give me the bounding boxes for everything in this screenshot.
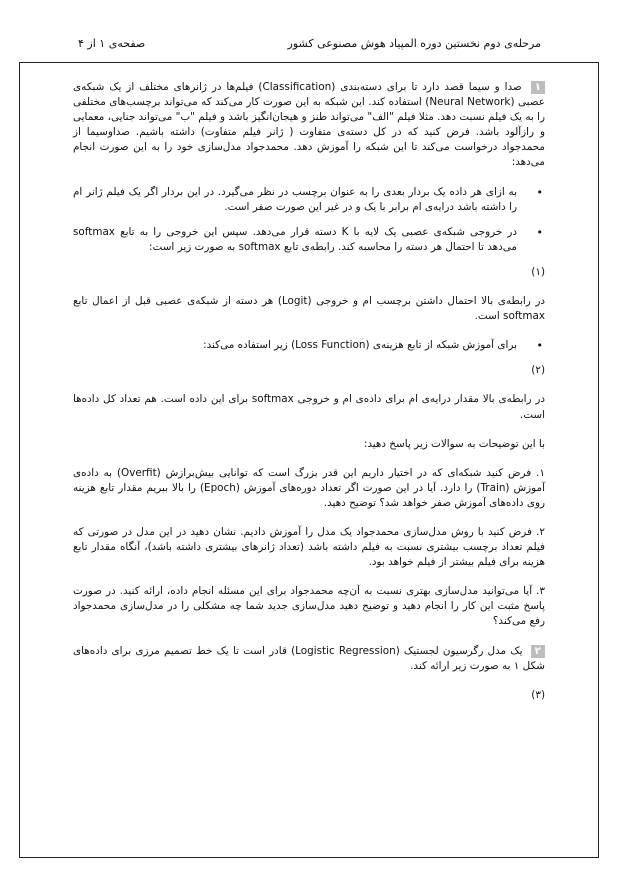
question-number-badge: ۲	[531, 645, 545, 658]
equation-number: (۳)	[531, 688, 545, 701]
q1-bullet-list-2	[73, 338, 545, 353]
q2-intro	[73, 644, 545, 674]
document-body	[73, 80, 545, 717]
equation-number: (۲)	[531, 364, 545, 377]
question-number-badge: ۱	[531, 81, 545, 94]
header-title: مرحله‌ی دوم نخستین دوره المپیاد هوش مصنوعی کشور	[287, 37, 541, 50]
q1-subquestion-2: ۲. فرض کنید با روش مدل‌سازی محمدجواد یک مدل را آموزش دادیم. نشان دهید در این مدل در صورتی که فیلم تعداد برچسب بیشتری نسبت به فیلم داشته باشد (تعداد ژانرهای بیشتری داشته باشد)، آنگاه مقدار تابع هزینه برای فیلم بیشتر از فیلم خواهد بود.	[73, 525, 545, 569]
q1-bullet-list	[73, 185, 545, 255]
q1-subquestion-1: ۱. فرض کنید شبکه‌ای که در اختیار داریم این قدر بزرگ است که توانایی بیش‌برازش (Overfit) به داده‌ی آموزش (Train) را دارد. آیا در این صورت اگر تعداد دوره‌های آموزش (Epoch) را بالا ببریم مقدار تابع هزینه روی داده‌های آموزش صفر خواهد شد؟ توضیح دهید.	[73, 466, 546, 509]
q1-prompt: با این توضیحات به سوالات زیر پاسخ دهید:	[363, 437, 545, 450]
page-header	[78, 37, 541, 50]
q1-intro-text: صدا و سیما قصد دارد تا برای دسته‌بندی (Classification) فیلم‌ها در ژانرهای مختلف از یک شبکه‌ی عصبی (Neural Network) استفاده کند. این شبکه به این صورت کار می‌کند که می‌تواند برچسب‌های مختلفی را به یک فیلم نسبت دهد. مثلا فیلم "الف" می‌تواند طنز و هیجان‌انگیز باشد و فیلم "ب" می‌تواند جنایی، معمایی و رازآلود باشد. فرض کنید که در کل دسته‌ی متفاوت ( ژانر فیلم متفاوت) داشته باشیم. صداوسیما از محمدجواد درخواست می‌کند تا این شبکه را آموزش دهد. محمدجواد مدل‌سازی خود را به این صورت انجام می‌دهد:	[73, 81, 545, 169]
q1-intro	[73, 80, 545, 171]
q1-subquestion-3: ۳. آیا می‌توانید مدل‌سازی بهتری نسبت به آن‌چه محمدجواد برای این مسئله انجام داده، ارائه کنید. در صورت پاسخ مثبت این کار را انجام دهید و توضیح دهید مدل‌سازی جدید شما چه مشکلی را در مدل‌سازی محمدجواد رفع می‌کند؟	[73, 585, 545, 628]
header-page-number: صفحه‌ی ۱ از ۴	[78, 37, 146, 50]
q1-eq2-explanation: در رابطه‌ی بالا مقدار درایه‌ی ام برای داده‌ی ام و خروجی softmax برای این داده است. هم تعداد کل داده‌ها است.	[73, 393, 545, 421]
list-item: • به ازای هر داده یک بردار بعدی را به عنوان برچسب در نظر می‌گیرد. در این بردار اگر یک فیلم ژانر ام را داشته باشد درایه‌ی ام برابر با یک و در غیر این صورت صفر است.	[73, 185, 517, 215]
equation-number: (۱)	[531, 265, 545, 278]
list-item: • برای آموزش شبکه از تابع هزینه‌ی (Loss Function) زیر استفاده می‌کند:	[73, 338, 517, 353]
list-item: • در خروجی شبکه‌ی عصبی یک لایه با K دسته قرار می‌دهد. سپس این خروجی را به تابع softmax می‌دهد تا احتمال هر دسته را محاسبه کند. رابطه‌ی تابع softmax به صورت زیر است:	[73, 225, 517, 255]
q2-intro-text: یک مدل رگرسیون لجستیک (Logistic Regression) قادر است تا یک خط تصمیم مرزی برای داده‌های شکل ۱ به صورت زیر ارائه کند.	[73, 644, 545, 672]
q1-eq1-explanation: در رابطه‌ی بالا احتمال داشتن برچسب ام و خروجی (Logit) هر دسته از شبکه‌ی عصبی قبل از اعمال تابع softmax است.	[73, 295, 545, 323]
